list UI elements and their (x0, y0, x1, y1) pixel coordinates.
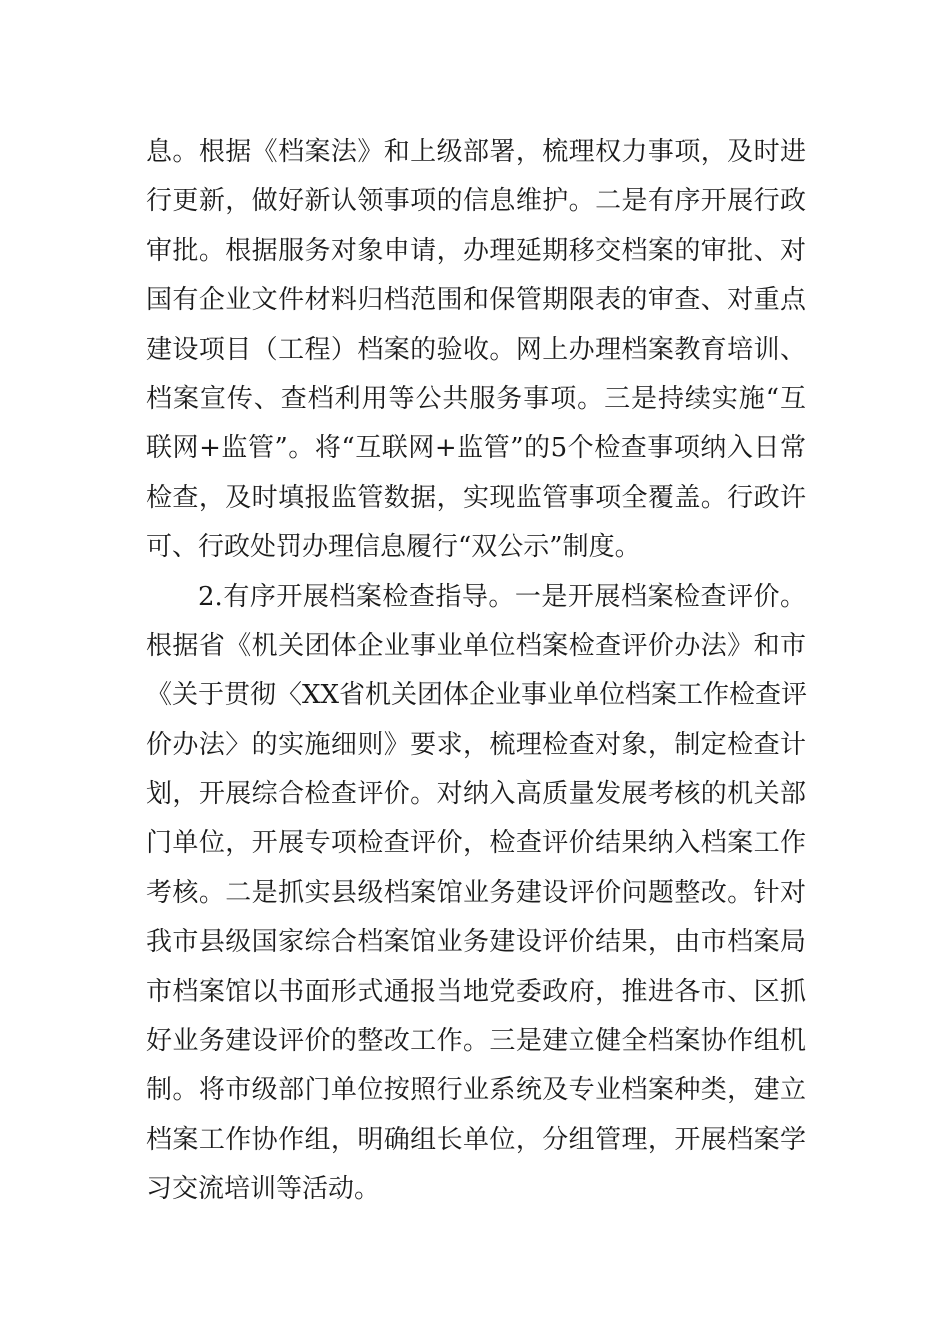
text-line: 门单位，开展专项检查评价，检查评价结果纳入档案工作 (146, 828, 806, 859)
text-line: 国有企业文件材料归档范围和保管期限表的审查、对重点 (146, 285, 806, 316)
paragraph-1 (146, 128, 806, 573)
text-line: 我市县级国家综合档案馆业务建设评价结果，由市档案局 (146, 927, 806, 958)
text-line: 息。根据《档案法》和上级部署，梳理权力事项，及时进 (146, 137, 806, 167)
document-body (146, 128, 806, 1215)
text-line: 考核。二是抓实县级档案馆业务建设评价问题整改。针对 (146, 877, 806, 908)
section-heading-line: 2.有序开展档案检查指导。一是开展档案检查评价。 (198, 581, 806, 612)
text-line: 建设项目（工程）档案的验收。网上办理档案教育培训、 (146, 334, 806, 365)
text-line: 根据省《机关团体企业事业单位档案检查评价办法》和市 (146, 630, 806, 661)
text-line: 审批。根据服务对象申请，办理延期移交档案的审批、对 (146, 235, 806, 266)
text-line: 可、行政处罚办理信息履行“双公示”制度。 (146, 532, 641, 563)
text-line: 《关于贯彻〈XX省机关团体企业事业单位档案工作检查评 (146, 680, 808, 711)
text-line: 好业务建设评价的整改工作。三是建立健全档案协作组机 (146, 1026, 806, 1057)
paragraph-2 (146, 573, 806, 1215)
text-line: 制。将市级部门单位按照行业系统及专业档案种类，建立 (146, 1075, 806, 1106)
text-line: 市档案馆以书面形式通报当地党委政府，推进各市、区抓 (146, 976, 806, 1007)
text-line: 习交流培训等活动。 (146, 1174, 381, 1205)
text-line: 档案工作协作组，明确组长单位，分组管理，开展档案学 (146, 1124, 806, 1155)
text-line: 划，开展综合检查评价。对纳入高质量发展考核的机关部 (146, 779, 806, 810)
text-line: 检查，及时填报监管数据，实现监管事项全覆盖。行政许 (146, 482, 806, 513)
text-line: 联网+监管”。将“互联网+监管”的5个检查事项纳入日常 (146, 433, 806, 464)
text-line: 档案宣传、查档利用等公共服务事项。三是持续实施“互 (146, 383, 806, 414)
text-line: 价办法〉的实施细则》要求，梳理检查对象，制定检查计 (146, 729, 806, 760)
text-line: 行更新，做好新认领事项的信息维护。二是有序开展行政 (146, 186, 806, 217)
